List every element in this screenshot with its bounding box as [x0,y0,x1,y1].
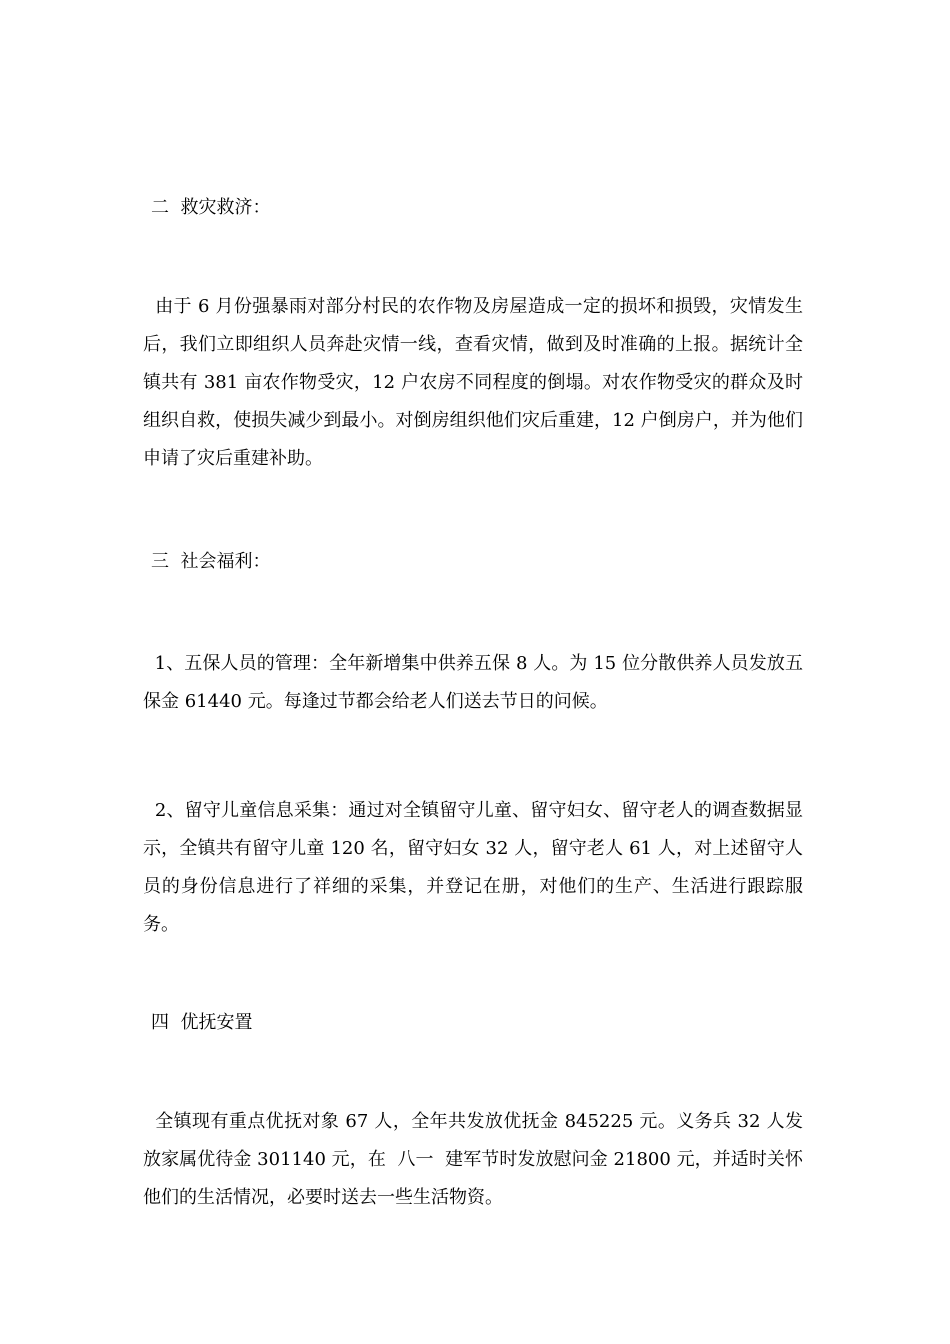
paragraph-five-guarantee: 1、五保人员的管理：全年新增集中供养五保 8 人。为 15 位分散供养人员发放五保金 61440 元。每逢过节都会给老人们送去节日的问候。 [143,653,803,712]
paragraph-disaster-relief: 由于 6 月份强暴雨对部分村民的农作物及房屋造成一定的损坏和损毁，灾情发生后，我们立即组织人员奔赴灾情一线，查看灾情，做到及时准确的上报。据统计全镇共有 381 亩农作物受灾，12 户农房不同程度的倒塌。对农作物受灾的群众及时组织自救，使损失减少到最小。对倒房组织他们灾后重建，12 户倒房户，并为他们申请了灾后重建补助。 [143,296,803,469]
paragraph-left-behind-children: 2、留守儿童信息采集：通过对全镇留守儿童、留守妇女、留守老人的调查数据显示，全镇共有留守儿童 120 名，留守妇女 32 人，留守老人 61 人，对上述留守人员的身份信息进行了祥细的采集，并登记在册，对他们的生产、生活进行跟踪服务。 [143,800,803,935]
section-heading-social-welfare: 三 社会福利： [151,551,271,572]
section-heading-preferential-placement: 四 优抚安置 [151,1012,253,1033]
paragraph-preferential-placement: 全镇现有重点优抚对象 67 人，全年共发放优抚金 845225 元。义务兵 32 人发放家属优待金 301140 元，在 八一 建军节时发放慰问金 21800 元，并适时关怀他们的生活情况，必要时送去一些生活物资。 [143,1111,803,1208]
section-heading-disaster-relief: 二 救灾救济： [151,197,271,218]
